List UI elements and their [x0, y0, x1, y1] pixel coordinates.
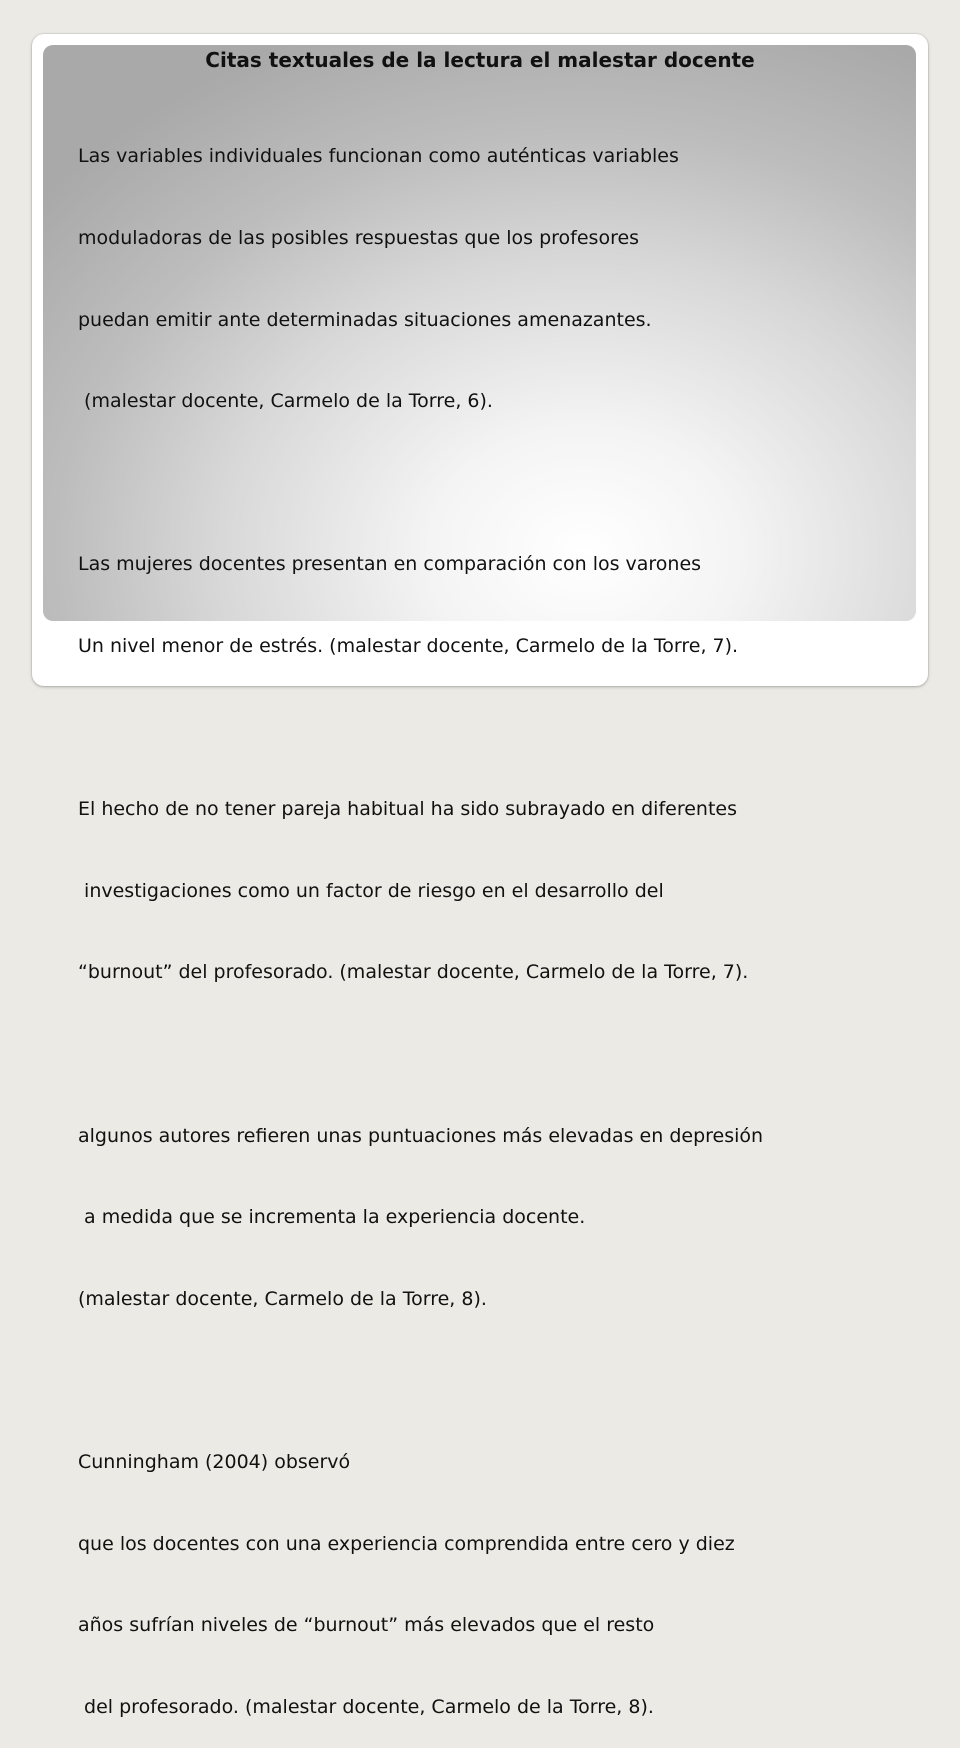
blank-line: [78, 715, 763, 742]
text-line: Las variables individuales funcionan como auténticas variables: [78, 145, 679, 168]
text-line: que los docentes con una experiencia comprendida entre cero y diez: [78, 1532, 735, 1555]
text-line: a medida que se incrementa la experiencia docente.: [78, 1206, 586, 1229]
text-line: Un nivel menor de estrés. (malestar docente, Carmelo de la Torre, 7).: [78, 634, 739, 657]
blank-line: [78, 1041, 763, 1068]
blank-line: [78, 470, 763, 497]
text-line: moduladoras de las posibles respuestas que los profesores: [78, 227, 640, 249]
slide-title: Citas textuales de la lectura el malestar docente: [205, 48, 755, 72]
text-line: (malestar docente, Carmelo de la Torre, 8).: [78, 1287, 487, 1310]
text-line: algunos autores refieren unas puntuaciones más elevadas en depresión: [78, 1124, 764, 1147]
text-line: del profesorado. (malestar docente, Carmelo de la Torre, 8).: [78, 1695, 654, 1718]
blank-line: [78, 1367, 763, 1394]
text-line: Las mujeres docentes presentan en comparación con los varones: [78, 553, 702, 576]
quotes-body: [78, 89, 763, 1748]
text-line: investigaciones como un factor de riesgo en el desarrollo del: [78, 879, 664, 902]
text-line: puedan emitir ante determinadas situaciones amenazantes.: [78, 308, 652, 331]
text-line: “burnout” del profesorado. (malestar docente, Carmelo de la Torre, 7).: [78, 961, 749, 984]
text-line: años sufrían niveles de “burnout” más elevados que el resto: [78, 1614, 655, 1637]
text-line: El hecho de no tener pareja habitual ha sido subrayado en diferentes: [78, 798, 737, 821]
text-line: (malestar docente, Carmelo de la Torre, 6).: [78, 390, 493, 413]
text-line: Cunningham (2004) observó: [78, 1450, 351, 1473]
